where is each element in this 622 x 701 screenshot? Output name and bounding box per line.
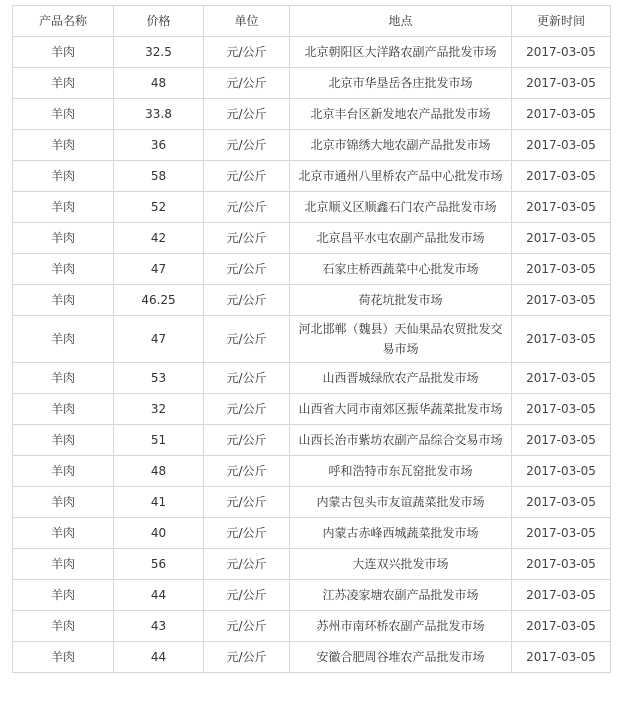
cell-date: 2017-03-05 xyxy=(512,161,611,192)
header-date: 更新时间 xyxy=(512,6,611,37)
cell-unit: 元/公斤 xyxy=(204,580,290,611)
cell-product: 羊肉 xyxy=(13,394,114,425)
cell-price: 47 xyxy=(114,254,204,285)
cell-product: 羊肉 xyxy=(13,642,114,673)
cell-unit: 元/公斤 xyxy=(204,285,290,316)
cell-location: 大连双兴批发市场 xyxy=(290,549,512,580)
cell-product: 羊肉 xyxy=(13,130,114,161)
cell-product: 羊肉 xyxy=(13,254,114,285)
cell-price: 32 xyxy=(114,394,204,425)
cell-unit: 元/公斤 xyxy=(204,223,290,254)
cell-date: 2017-03-05 xyxy=(512,487,611,518)
cell-price: 40 xyxy=(114,518,204,549)
cell-price: 33.8 xyxy=(114,99,204,130)
cell-product: 羊肉 xyxy=(13,487,114,518)
table-row xyxy=(13,611,611,642)
cell-location: 江苏凌家塘农副产品批发市场 xyxy=(290,580,512,611)
cell-product: 羊肉 xyxy=(13,518,114,549)
cell-unit: 元/公斤 xyxy=(204,99,290,130)
cell-price: 48 xyxy=(114,456,204,487)
cell-unit: 元/公斤 xyxy=(204,394,290,425)
cell-location: 内蒙古赤峰西城蔬菜批发市场 xyxy=(290,518,512,549)
cell-location: 石家庄桥西蔬菜中心批发市场 xyxy=(290,254,512,285)
cell-date: 2017-03-05 xyxy=(512,285,611,316)
cell-price: 51 xyxy=(114,425,204,456)
cell-location: 荷花坑批发市场 xyxy=(290,285,512,316)
cell-product: 羊肉 xyxy=(13,37,114,68)
table-row xyxy=(13,130,611,161)
cell-unit: 元/公斤 xyxy=(204,316,290,363)
cell-product: 羊肉 xyxy=(13,192,114,223)
cell-unit: 元/公斤 xyxy=(204,192,290,223)
table-row xyxy=(13,580,611,611)
cell-date: 2017-03-05 xyxy=(512,37,611,68)
cell-location: 呼和浩特市东瓦窑批发市场 xyxy=(290,456,512,487)
cell-unit: 元/公斤 xyxy=(204,549,290,580)
cell-unit: 元/公斤 xyxy=(204,161,290,192)
cell-product: 羊肉 xyxy=(13,285,114,316)
cell-date: 2017-03-05 xyxy=(512,130,611,161)
table-row xyxy=(13,456,611,487)
table-row xyxy=(13,254,611,285)
cell-price: 48 xyxy=(114,68,204,99)
cell-location: 北京市通州八里桥农产品中心批发市场 xyxy=(290,161,512,192)
cell-price: 43 xyxy=(114,611,204,642)
cell-price: 32.5 xyxy=(114,37,204,68)
cell-unit: 元/公斤 xyxy=(204,425,290,456)
cell-date: 2017-03-05 xyxy=(512,611,611,642)
cell-location: 河北邯郸（魏县）天仙果品农贸批发交易市场 xyxy=(290,316,512,363)
cell-product: 羊肉 xyxy=(13,316,114,363)
cell-location: 北京丰台区新发地农产品批发市场 xyxy=(290,99,512,130)
cell-unit: 元/公斤 xyxy=(204,518,290,549)
cell-date: 2017-03-05 xyxy=(512,518,611,549)
cell-price: 53 xyxy=(114,363,204,394)
table-row xyxy=(13,68,611,99)
table-row xyxy=(13,99,611,130)
price-table xyxy=(12,5,611,673)
cell-date: 2017-03-05 xyxy=(512,425,611,456)
cell-unit: 元/公斤 xyxy=(204,363,290,394)
cell-date: 2017-03-05 xyxy=(512,363,611,394)
cell-location: 山西晋城绿欣农产品批发市场 xyxy=(290,363,512,394)
cell-location: 北京市锦绣大地农副产品批发市场 xyxy=(290,130,512,161)
table-row xyxy=(13,518,611,549)
cell-price: 47 xyxy=(114,316,204,363)
table-row xyxy=(13,642,611,673)
table-row xyxy=(13,161,611,192)
cell-date: 2017-03-05 xyxy=(512,580,611,611)
cell-date: 2017-03-05 xyxy=(512,99,611,130)
cell-unit: 元/公斤 xyxy=(204,642,290,673)
cell-price: 41 xyxy=(114,487,204,518)
cell-product: 羊肉 xyxy=(13,363,114,394)
cell-unit: 元/公斤 xyxy=(204,130,290,161)
cell-product: 羊肉 xyxy=(13,161,114,192)
cell-price: 44 xyxy=(114,580,204,611)
cell-price: 56 xyxy=(114,549,204,580)
cell-date: 2017-03-05 xyxy=(512,549,611,580)
cell-date: 2017-03-05 xyxy=(512,394,611,425)
cell-price: 44 xyxy=(114,642,204,673)
cell-price: 36 xyxy=(114,130,204,161)
table-row xyxy=(13,285,611,316)
cell-date: 2017-03-05 xyxy=(512,192,611,223)
cell-location: 内蒙古包头市友谊蔬菜批发市场 xyxy=(290,487,512,518)
cell-unit: 元/公斤 xyxy=(204,68,290,99)
cell-price: 42 xyxy=(114,223,204,254)
cell-date: 2017-03-05 xyxy=(512,456,611,487)
table-row xyxy=(13,487,611,518)
cell-date: 2017-03-05 xyxy=(512,254,611,285)
table-row xyxy=(13,223,611,254)
cell-unit: 元/公斤 xyxy=(204,487,290,518)
table-row xyxy=(13,37,611,68)
cell-product: 羊肉 xyxy=(13,456,114,487)
table-row xyxy=(13,425,611,456)
cell-location: 安徽合肥周谷堆农产品批发市场 xyxy=(290,642,512,673)
cell-product: 羊肉 xyxy=(13,580,114,611)
cell-location: 山西省大同市南郊区振华蔬菜批发市场 xyxy=(290,394,512,425)
cell-price: 58 xyxy=(114,161,204,192)
cell-product: 羊肉 xyxy=(13,68,114,99)
cell-location: 苏州市南环桥农副产品批发市场 xyxy=(290,611,512,642)
cell-product: 羊肉 xyxy=(13,611,114,642)
cell-product: 羊肉 xyxy=(13,99,114,130)
cell-date: 2017-03-05 xyxy=(512,68,611,99)
table-row xyxy=(13,394,611,425)
table-header-row xyxy=(13,6,611,37)
cell-unit: 元/公斤 xyxy=(204,456,290,487)
header-product: 产品名称 xyxy=(13,6,114,37)
table-row xyxy=(13,316,611,363)
header-location: 地点 xyxy=(290,6,512,37)
cell-unit: 元/公斤 xyxy=(204,611,290,642)
table-row xyxy=(13,549,611,580)
cell-price: 52 xyxy=(114,192,204,223)
cell-location: 北京朝阳区大洋路农副产品批发市场 xyxy=(290,37,512,68)
cell-unit: 元/公斤 xyxy=(204,254,290,285)
cell-product: 羊肉 xyxy=(13,425,114,456)
cell-location: 北京顺义区顺鑫石门农产品批发市场 xyxy=(290,192,512,223)
cell-location: 北京昌平水屯农副产品批发市场 xyxy=(290,223,512,254)
cell-price: 46.25 xyxy=(114,285,204,316)
cell-unit: 元/公斤 xyxy=(204,37,290,68)
cell-location: 北京市华垦岳各庄批发市场 xyxy=(290,68,512,99)
cell-date: 2017-03-05 xyxy=(512,642,611,673)
header-unit: 单位 xyxy=(204,6,290,37)
cell-date: 2017-03-05 xyxy=(512,316,611,363)
cell-product: 羊肉 xyxy=(13,549,114,580)
table-row xyxy=(13,192,611,223)
cell-product: 羊肉 xyxy=(13,223,114,254)
cell-date: 2017-03-05 xyxy=(512,223,611,254)
header-price: 价格 xyxy=(114,6,204,37)
cell-location: 山西长治市紫坊农副产品综合交易市场 xyxy=(290,425,512,456)
table-row xyxy=(13,363,611,394)
